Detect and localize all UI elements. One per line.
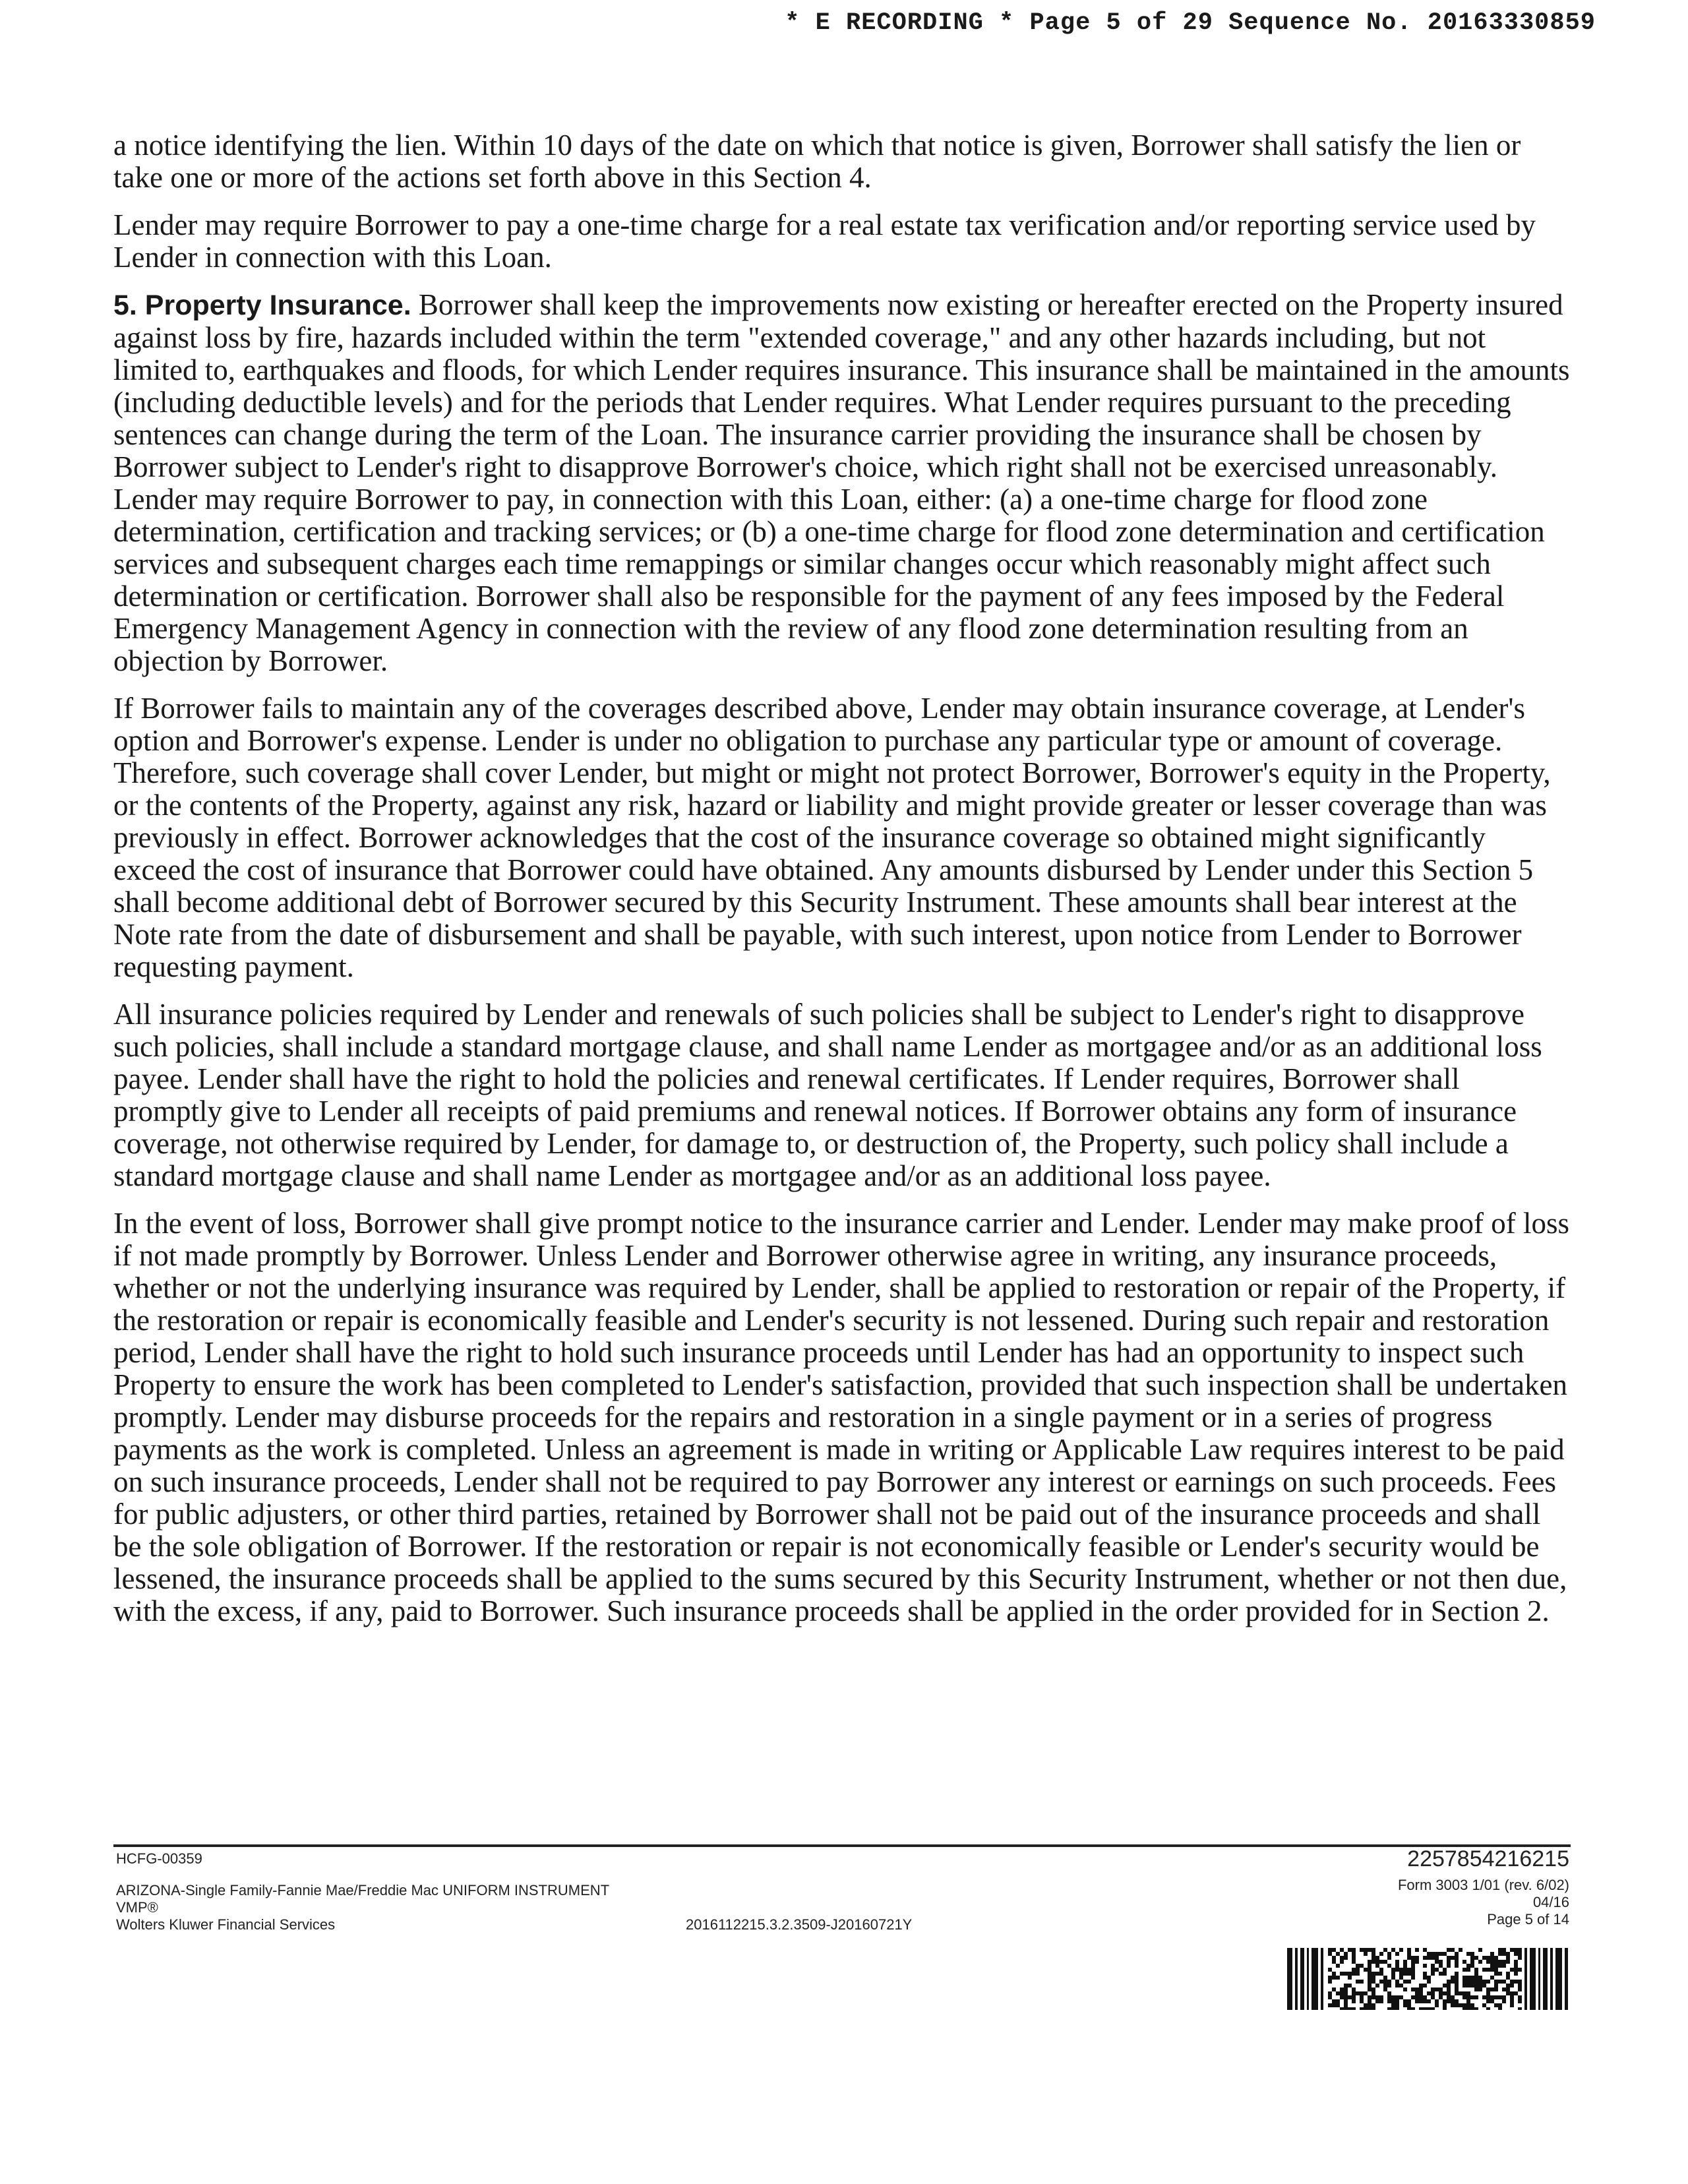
footer-doc-id: 2016112215.3.2.3509-J20160721Y	[686, 1916, 913, 1933]
barcode-image	[1287, 1948, 1569, 2010]
footer-revision: 04/16	[1532, 1894, 1569, 1910]
paragraph-tax-verification: Lender may require Borrower to pay a one-time charge for a real estate tax verification and/or reporting service used by Lender in connection with this Loan.	[113, 208, 1536, 274]
paragraph-lien-notice: a notice identifying the lien. Within 10 days of the date on which that notice is given, Borrower shall satisfy the lien or take one or more of the actions set forth above in this Section 4.	[113, 129, 1521, 194]
section-5-intro: Borrower shall keep the improvements now existing or hereafter erected on the Property insured against loss by fire, hazards included within the term "extended coverage," and any other hazards including, but not limited to, earthquakes and floods, for which Lender requires insurance. This insurance shall be maintained in the amounts (including deductible levels) and for the periods that Lender requires. What Lender requires pursuant to the preceding sentences can change during the term of the Loan. The insurance carrier providing the insurance shall be chosen by Borrower subject to Lender's right to disapprove Borrower's choice, which right shall not be exercised unreasonably. Lender may require Borrower to pay, in connection with this Loan, either: (a) a one-time charge for flood zone determination, certification and tracking services; or (b) a one-time charge for flood zone determination and certification services and subsequent charges each time remappings or similar changes occur which reasonably might affect such determination or certification. Borrower shall also be responsible for the payment of any fees imposed by the Federal Emergency Management Agency in connection with the review of any flood zone determination resulting from an objection by Borrower.	[113, 288, 1570, 677]
footer-page-number: Page 5 of 14	[1487, 1911, 1569, 1927]
paragraph-policy-requirements: All insurance policies required by Lender and renewals of such policies shall be subject to Lender's right to disapprove such policies, shall include a standard mortgage clause, and shall name Lender as mortgagee and/or as an additional loss payee. Lender shall have the right to hold the policies and renewal certificates. If Lender requires, Borrower shall promptly give to Lender all receipts of paid premiums and renewal notices. If Borrower obtains any form of insurance coverage, not otherwise required by Lender, for damage to, or destruction of, the Property, such policy shall include a standard mortgage clause and shall name Lender as mortgagee and/or as an additional loss payee.	[113, 998, 1542, 1192]
footer-form-number: Form 3003 1/01 (rev. 6/02)	[1397, 1877, 1569, 1893]
footer-vmp: VMP®	[116, 1899, 158, 1916]
footer-instrument: ARIZONA-Single Family-Fannie Mae/Freddie Mac UNIFORM INSTRUMENT	[116, 1882, 610, 1898]
section-5-paragraph	[113, 289, 1571, 677]
footer-publisher: Wolters Kluwer Financial Services	[116, 1916, 336, 1933]
footer-divider	[113, 1844, 1571, 1847]
footer-loan-number: 2257854216215	[1407, 1846, 1569, 1871]
recording-header: * E RECORDING * Page 5 of 29 Sequence No. 20163330859	[785, 9, 1596, 37]
document-body	[113, 129, 1571, 1643]
paragraph-event-of-loss: In the event of loss, Borrower shall give prompt notice to the insurance carrier and Lender. Lender may make proof of loss if not made promptly by Borrower. Unless Lender and Borrower otherwise agree in writing, any insurance proceeds, whether or not the underlying insurance was required by Lender, shall be applied to restoration or repair of the Property, if the restoration or repair is economically feasible and Lender's security is not lessened. During such repair and restoration period, Lender shall have the right to hold such insurance proceeds until Lender has had an opportunity to inspect such Property to ensure the work has been completed to Lender's satisfaction, provided that such inspection shall be undertaken promptly. Lender may disburse proceeds for the repairs and restoration in a single payment or in a series of progress payments as the work is completed. Unless an agreement is made in writing or Applicable Law requires interest to be paid on such insurance proceeds, Lender shall not be required to pay Borrower any interest or earnings on such proceeds. Fees for public adjusters, or other third parties, retained by Borrower shall not be paid out of the insurance proceeds and shall be the sole obligation of Borrower. If the restoration or repair is not economically feasible or Lender's security would be lessened, the insurance proceeds shall be applied to the sums secured by this Security Instrument, whether or not then due, with the excess, if any, paid to Borrower. Such insurance proceeds shall be applied in the order provided for in Section 2.	[113, 1207, 1570, 1627]
paragraph-forced-coverage: If Borrower fails to maintain any of the coverages described above, Lender may obtain insurance coverage, at Lender's option and Borrower's expense. Lender is under no obligation to purchase any particular type or amount of coverage. Therefore, such coverage shall cover Lender, but might or might not protect Borrower, Borrower's equity in the Property, or the contents of the Property, against any risk, hazard or liability and might provide greater or lesser coverage than was previously in effect. Borrower acknowledges that the cost of the insurance coverage so obtained might significantly exceed the cost of insurance that Borrower could have obtained. Any amounts disbursed by Lender under this Section 5 shall become additional debt of Borrower secured by this Security Instrument. These amounts shall bear interest at the Note rate from the date of disbursement and shall be payable, with such interest, upon notice from Lender to Borrower requesting payment.	[113, 692, 1551, 983]
footer-form-code: HCFG-00359	[116, 1850, 202, 1867]
section-5-heading: 5. Property Insurance.	[113, 289, 411, 321]
